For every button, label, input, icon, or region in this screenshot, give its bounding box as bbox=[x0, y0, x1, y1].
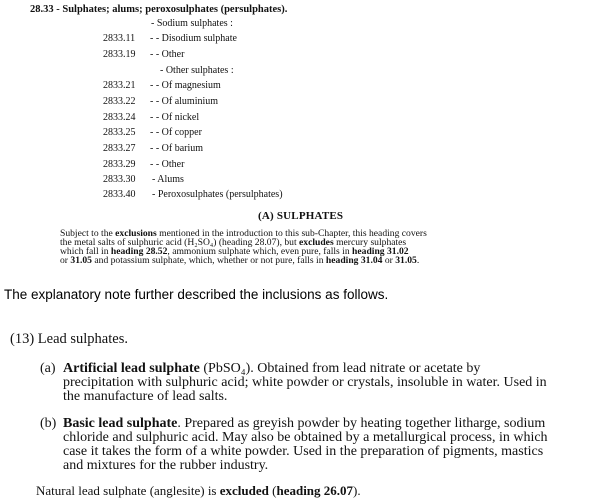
text-run: mentioned in the introduction to this sub-Chapter, this heading covers bbox=[156, 228, 427, 239]
text-run-bold: heading 26.07 bbox=[276, 483, 354, 498]
hs-code: 2833.30 bbox=[103, 174, 136, 185]
text-run: ( bbox=[268, 483, 277, 498]
hs-code: 2833.27 bbox=[103, 143, 136, 154]
hs-code: 2833.21 bbox=[103, 80, 136, 91]
item-a-line: precipitation with sulphuric acid; white powder or crystals, insoluble in water. Used in bbox=[63, 375, 547, 390]
item-b-line: chloride and sulphuric acid. May also be obtained by a metallurgical process, in which bbox=[63, 430, 548, 445]
text-run-bold: excludes bbox=[299, 237, 334, 248]
text-run: and potassium sulphate, which, whether or not pure, falls in bbox=[91, 255, 326, 266]
item-a-label: (a) bbox=[40, 361, 56, 376]
text-run-bold: exclusions bbox=[115, 228, 157, 239]
text-run: ). bbox=[353, 483, 361, 498]
hs-description: - - Of barium bbox=[150, 143, 204, 154]
text-run: Natural lead sulphate (anglesite) is bbox=[36, 483, 220, 498]
hs-description: - Alums bbox=[152, 174, 184, 185]
text-run: Subject to the bbox=[60, 228, 116, 239]
text-run-bold: heading 31.04 bbox=[325, 255, 383, 266]
hs-description: - - Other bbox=[150, 159, 185, 170]
hs-code: 2833.11 bbox=[103, 33, 136, 44]
item-b-text: . Prepared as greyish powder by heating together litharge, sodium bbox=[177, 416, 546, 431]
text-run-bold: 31.05 bbox=[70, 255, 92, 266]
text-run: mercury sulphates bbox=[333, 237, 407, 248]
explanatory-note-text: The explanatory note further described the inclusions as follows. bbox=[4, 287, 389, 302]
hs-description: - - Disodium sulphate bbox=[150, 33, 237, 44]
lead-sulphates-title: (13) Lead sulphates. bbox=[10, 331, 128, 347]
item-a-line bbox=[63, 361, 480, 376]
item-b-name: Basic lead sulphate bbox=[63, 416, 178, 431]
footer-text bbox=[36, 483, 361, 499]
item-b-line: case it takes the form of a white powder. Used in the preparation of pigments, mastics bbox=[63, 444, 544, 459]
text-run: . bbox=[416, 255, 420, 266]
hs-code: 2833.24 bbox=[103, 112, 136, 123]
hs-code: 2833.19 bbox=[103, 49, 136, 60]
hs-code: 2833.25 bbox=[103, 127, 136, 138]
hs-description: - - Of nickel bbox=[150, 112, 200, 123]
heading-number: 28.33 - bbox=[30, 4, 60, 15]
text-run: , ammonium sulphate which, even pure, falls in bbox=[167, 246, 353, 257]
heading-text: Sulphates; alums; peroxosulphates (persulphates). bbox=[62, 4, 288, 15]
item-b-line bbox=[63, 416, 545, 431]
text-run-bold: 31.05 bbox=[395, 255, 417, 266]
item-b-line: and mixtures for the rubber industry. bbox=[63, 458, 269, 473]
item-a-text: (PbSO₄). Obtained from lead nitrate or acetate by bbox=[199, 361, 481, 376]
hs-description: - - Of magnesium bbox=[150, 80, 221, 91]
text-run-bold: heading 28.52 bbox=[110, 246, 168, 257]
text-run: the metal salts of sulphuric acid (H₂SO₄) (heading 28.07), but bbox=[60, 237, 300, 248]
hs-code: 2833.29 bbox=[103, 159, 136, 170]
section-title: (A) SULPHATES bbox=[258, 210, 344, 222]
heading-title bbox=[30, 4, 287, 15]
text-run-bold: excluded bbox=[219, 483, 269, 498]
text-run: or bbox=[60, 255, 71, 266]
subheading-sodium: - Sodium sulphates : bbox=[151, 18, 233, 29]
hs-description: - - Other bbox=[150, 49, 185, 60]
hs-description: - - Of copper bbox=[150, 127, 202, 138]
item-a-name: Artificial lead sulphate bbox=[63, 361, 200, 376]
hs-description: - - Of aluminium bbox=[150, 96, 219, 107]
subheading-other: - Other sulphates : bbox=[160, 65, 234, 76]
hs-code: 2833.40 bbox=[103, 189, 136, 200]
text-run: which fall in bbox=[60, 246, 111, 257]
hs-code: 2833.22 bbox=[103, 96, 136, 107]
item-a-line: the manufacture of lead salts. bbox=[63, 389, 228, 404]
hs-description: - Peroxosulphates (persulphates) bbox=[152, 189, 283, 200]
exclusions-line bbox=[60, 256, 419, 266]
text-run: or bbox=[382, 255, 396, 266]
item-b-label: (b) bbox=[40, 416, 57, 431]
text-run-bold: heading 31.02 bbox=[352, 246, 409, 257]
